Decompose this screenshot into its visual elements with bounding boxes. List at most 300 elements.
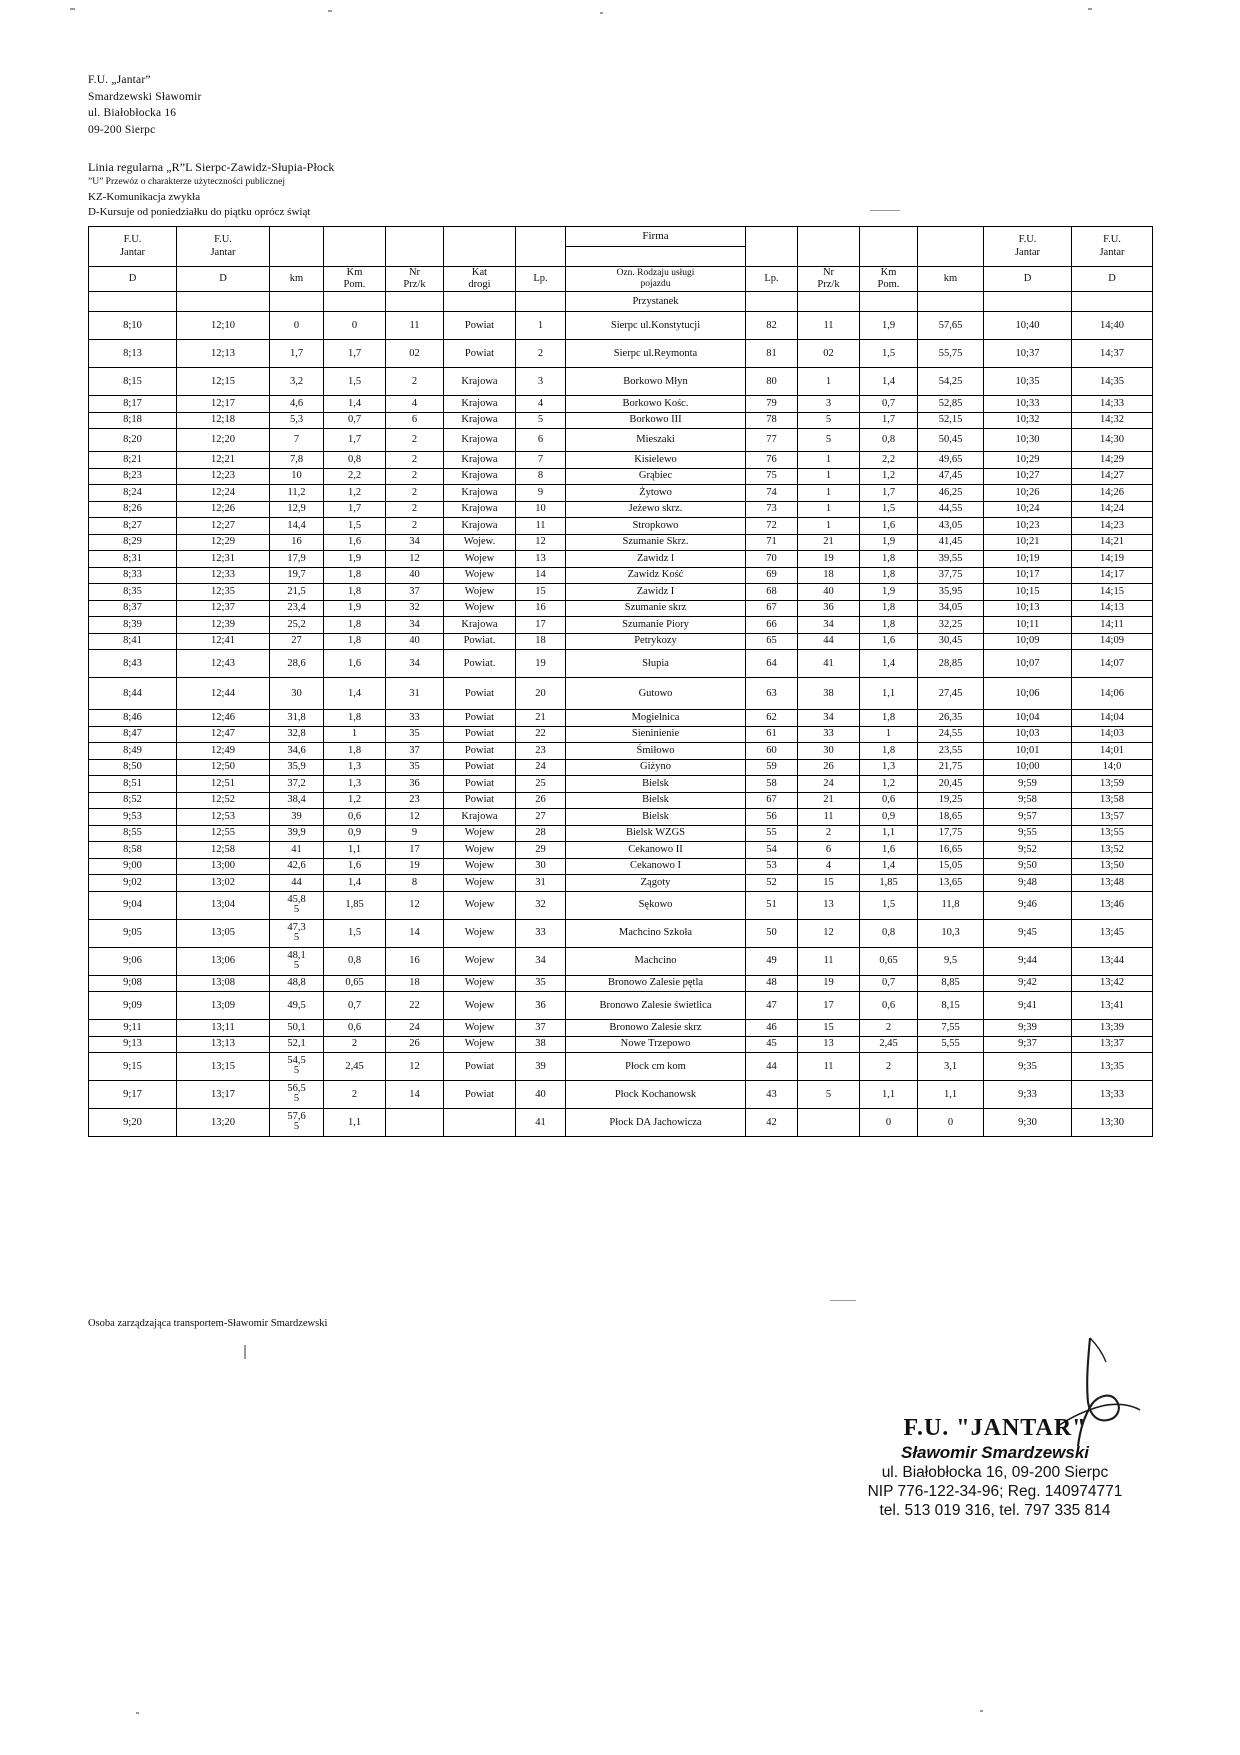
departure-time-1: 9;09 [89, 992, 177, 1020]
table-row [89, 518, 1153, 535]
stop-name: Sierpc ul.Konstytucji [566, 312, 746, 340]
return-time-2: 14;13 [1072, 600, 1153, 617]
table-row [89, 633, 1153, 650]
km-between-stops: 1,2 [324, 485, 386, 502]
return-time-2: 14;40 [1072, 312, 1153, 340]
departure-time-2: 12;47 [177, 726, 270, 743]
departure-time-1: 8;35 [89, 584, 177, 601]
return-time-2: 14;26 [1072, 485, 1153, 502]
row-index: 7 [516, 452, 566, 469]
km-between-stops-return: 1,9 [860, 312, 918, 340]
stop-number-return: 4 [798, 858, 860, 875]
stop-number: 34 [386, 534, 444, 551]
return-time-2: 14;30 [1072, 429, 1153, 452]
return-time-1: 10;29 [984, 452, 1072, 469]
departure-time-2: 13;00 [177, 858, 270, 875]
stop-number: 2 [386, 429, 444, 452]
cumulative-km: 30 [270, 678, 324, 710]
table-header-row-1 [89, 227, 1153, 247]
return-time-2: 13;52 [1072, 842, 1153, 859]
stop-number: 22 [386, 992, 444, 1020]
row-index-return: 46 [746, 1020, 798, 1037]
departure-time-1: 9;13 [89, 1036, 177, 1053]
table-row [89, 809, 1153, 826]
stop-number-return: 36 [798, 600, 860, 617]
row-index: 39 [516, 1053, 566, 1081]
road-category: Powiat [444, 710, 516, 727]
km-between-stops-return: 1,5 [860, 501, 918, 518]
row-index: 3 [516, 368, 566, 396]
row-index: 24 [516, 759, 566, 776]
road-category: Wojew [444, 825, 516, 842]
row-index-return: 82 [746, 312, 798, 340]
row-index: 19 [516, 650, 566, 678]
road-category: Wojew [444, 858, 516, 875]
stop-number: 02 [386, 340, 444, 368]
road-category: Powiat [444, 759, 516, 776]
row-index-return: 43 [746, 1081, 798, 1109]
cumulative-km-return: 10,3 [918, 919, 984, 947]
table-row [89, 678, 1153, 710]
departure-time-1: 8;55 [89, 825, 177, 842]
cumulative-km: 17,9 [270, 551, 324, 568]
header-pad-8 [746, 292, 798, 312]
cumulative-km-return: 7,55 [918, 1020, 984, 1037]
departure-time-2: 12;43 [177, 650, 270, 678]
stop-name: Bielsk [566, 792, 746, 809]
road-category: Wojew [444, 975, 516, 992]
cumulative-km: 23,4 [270, 600, 324, 617]
km-between-stops-return: 0,6 [860, 992, 918, 1020]
stop-name: Zawidz I [566, 584, 746, 601]
stop-number-return: 41 [798, 650, 860, 678]
road-category: Powiat [444, 1081, 516, 1109]
km-between-stops: 0,8 [324, 947, 386, 975]
return-time-1: 9;50 [984, 858, 1072, 875]
header-right-company: F.U. Jantar [984, 227, 1072, 267]
timetable-body [89, 312, 1153, 1137]
table-row [89, 858, 1153, 875]
km-between-stops: 1,7 [324, 340, 386, 368]
stop-number: 34 [386, 617, 444, 634]
row-index-return: 62 [746, 710, 798, 727]
km-between-stops: 1,85 [324, 891, 386, 919]
stop-number-return: 21 [798, 792, 860, 809]
km-between-stops-return: 2,2 [860, 452, 918, 469]
road-category: Powiat [444, 743, 516, 760]
cumulative-km-return: 26,35 [918, 710, 984, 727]
header-col-d-1: D [89, 267, 177, 292]
return-time-2: 14;24 [1072, 501, 1153, 518]
departure-time-2: 13;13 [177, 1036, 270, 1053]
departure-time-1: 8;46 [89, 710, 177, 727]
cumulative-km: 14,4 [270, 518, 324, 535]
departure-time-2: 13;02 [177, 875, 270, 892]
row-index: 33 [516, 919, 566, 947]
cumulative-km: 37,2 [270, 776, 324, 793]
cumulative-km: 52,1 [270, 1036, 324, 1053]
cumulative-km-return: 19,25 [918, 792, 984, 809]
stop-number-return: 1 [798, 452, 860, 469]
cumulative-km: 50,1 [270, 1020, 324, 1037]
stop-number-return: 13 [798, 891, 860, 919]
stop-name: Bielsk WZGS [566, 825, 746, 842]
road-category: Powiat [444, 678, 516, 710]
stop-number-return: 11 [798, 312, 860, 340]
road-category: Krajowa [444, 485, 516, 502]
cumulative-km: 31,8 [270, 710, 324, 727]
km-between-stops: 1,4 [324, 678, 386, 710]
row-index-return: 55 [746, 825, 798, 842]
row-index: 28 [516, 825, 566, 842]
departure-time-2: 12;46 [177, 710, 270, 727]
row-index: 40 [516, 1081, 566, 1109]
cumulative-km: 19,7 [270, 567, 324, 584]
row-index: 29 [516, 842, 566, 859]
departure-time-1: 8;10 [89, 312, 177, 340]
cumulative-km: 25,2 [270, 617, 324, 634]
row-index: 14 [516, 567, 566, 584]
stop-name: Kisielewo [566, 452, 746, 469]
km-between-stops: 0,9 [324, 825, 386, 842]
stop-number-return: 17 [798, 992, 860, 1020]
header-pad-2 [177, 292, 270, 312]
stop-name: Borkowo III [566, 412, 746, 429]
header-pad-12 [984, 292, 1072, 312]
header-col-kat: Kat drogi [444, 267, 516, 292]
stop-number: 32 [386, 600, 444, 617]
cumulative-km: 44 [270, 875, 324, 892]
stop-number: 2 [386, 485, 444, 502]
header-pad-6 [444, 292, 516, 312]
km-between-stops: 1,5 [324, 368, 386, 396]
stop-name: Nowe Trzepowo [566, 1036, 746, 1053]
return-time-1: 9;30 [984, 1109, 1072, 1137]
road-category: Wojew. [444, 534, 516, 551]
cumulative-km-return: 47,45 [918, 468, 984, 485]
row-index: 12 [516, 534, 566, 551]
return-time-1: 9;33 [984, 1081, 1072, 1109]
return-time-1: 10;07 [984, 650, 1072, 678]
departure-time-1: 8;43 [89, 650, 177, 678]
km-between-stops: 1 [324, 726, 386, 743]
return-time-2: 14;07 [1072, 650, 1153, 678]
table-row [89, 975, 1153, 992]
return-time-2: 13;44 [1072, 947, 1153, 975]
table-row [89, 396, 1153, 413]
km-between-stops-return: 1,3 [860, 759, 918, 776]
departure-time-1: 8;33 [89, 567, 177, 584]
stop-number: 11 [386, 312, 444, 340]
header-lp2-spacer [746, 227, 798, 267]
header-col-km2: km [918, 267, 984, 292]
departure-time-1: 8;21 [89, 452, 177, 469]
table-row [89, 312, 1153, 340]
return-time-1: 9;46 [984, 891, 1072, 919]
cumulative-km-return: 34,05 [918, 600, 984, 617]
return-time-1: 10;04 [984, 710, 1072, 727]
stop-number: 24 [386, 1020, 444, 1037]
row-index-return: 78 [746, 412, 798, 429]
cumulative-km: 10 [270, 468, 324, 485]
cumulative-km-return: 46,25 [918, 485, 984, 502]
stop-number-return: 26 [798, 759, 860, 776]
row-index: 1 [516, 312, 566, 340]
row-index-return: 66 [746, 617, 798, 634]
stop-number: 40 [386, 567, 444, 584]
road-category: Wojew [444, 1036, 516, 1053]
km-between-stops: 1,1 [324, 1109, 386, 1137]
cumulative-km-return: 43,05 [918, 518, 984, 535]
departure-time-2: 12;24 [177, 485, 270, 502]
return-time-2: 13;30 [1072, 1109, 1153, 1137]
km-between-stops: 1,9 [324, 551, 386, 568]
return-time-1: 10;17 [984, 567, 1072, 584]
stop-number-return: 40 [798, 584, 860, 601]
departure-time-2: 12;27 [177, 518, 270, 535]
return-time-1: 9;35 [984, 1053, 1072, 1081]
stop-number: 23 [386, 792, 444, 809]
cumulative-km-return: 30,45 [918, 633, 984, 650]
row-index-return: 69 [746, 567, 798, 584]
return-time-1: 10;33 [984, 396, 1072, 413]
road-category: Powiat [444, 1053, 516, 1081]
return-time-1: 9;48 [984, 875, 1072, 892]
km-between-stops: 2,45 [324, 1053, 386, 1081]
table-row [89, 743, 1153, 760]
return-time-1: 10;03 [984, 726, 1072, 743]
row-index: 16 [516, 600, 566, 617]
table-row [89, 485, 1153, 502]
departure-time-2: 13;08 [177, 975, 270, 992]
row-index: 30 [516, 858, 566, 875]
km-between-stops: 2 [324, 1036, 386, 1053]
cumulative-km: 42,6 [270, 858, 324, 875]
stop-name: Szumanie Skrz. [566, 534, 746, 551]
cumulative-km: 49,5 [270, 992, 324, 1020]
stop-number: 40 [386, 633, 444, 650]
stop-number-return: 44 [798, 633, 860, 650]
return-time-1: 10;24 [984, 501, 1072, 518]
departure-time-1: 8;13 [89, 340, 177, 368]
header-lp-spacer [516, 227, 566, 267]
header-col-nr: Nr Prz/k [386, 267, 444, 292]
road-category: Krajowa [444, 809, 516, 826]
departure-time-2: 12;52 [177, 792, 270, 809]
return-time-2: 14;11 [1072, 617, 1153, 634]
return-time-2: 14;17 [1072, 567, 1153, 584]
departure-time-1: 9;11 [89, 1020, 177, 1037]
return-time-1: 10;11 [984, 617, 1072, 634]
row-index-return: 49 [746, 947, 798, 975]
header-left-company: F.U. Jantar [89, 227, 177, 267]
return-time-1: 10;00 [984, 759, 1072, 776]
stop-number: 35 [386, 726, 444, 743]
return-time-1: 10;15 [984, 584, 1072, 601]
row-index-return: 59 [746, 759, 798, 776]
stop-number: 16 [386, 947, 444, 975]
km-between-stops: 2,2 [324, 468, 386, 485]
departure-time-2: 13;04 [177, 891, 270, 919]
km-between-stops-return: 1,8 [860, 567, 918, 584]
header-pad-10 [860, 292, 918, 312]
km-between-stops-return: 0 [860, 1109, 918, 1137]
departure-time-2: 12;35 [177, 584, 270, 601]
return-time-2: 14;09 [1072, 633, 1153, 650]
stop-number: 12 [386, 891, 444, 919]
return-time-2: 14;37 [1072, 340, 1153, 368]
return-time-1: 10;09 [984, 633, 1072, 650]
table-row [89, 412, 1153, 429]
table-row [89, 992, 1153, 1020]
km-between-stops-return: 0,9 [860, 809, 918, 826]
stop-number: 2 [386, 518, 444, 535]
table-row [89, 726, 1153, 743]
km-between-stops-return: 1,2 [860, 776, 918, 793]
cumulative-km: 35,9 [270, 759, 324, 776]
return-time-2: 14;23 [1072, 518, 1153, 535]
row-index-return: 64 [746, 650, 798, 678]
header-pad-1 [89, 292, 177, 312]
row-index-return: 76 [746, 452, 798, 469]
table-row [89, 825, 1153, 842]
stop-number: 34 [386, 650, 444, 678]
row-index-return: 52 [746, 875, 798, 892]
return-time-1: 9;59 [984, 776, 1072, 793]
row-index: 17 [516, 617, 566, 634]
row-index-return: 54 [746, 842, 798, 859]
row-index: 6 [516, 429, 566, 452]
departure-time-2: 12;51 [177, 776, 270, 793]
road-category: Krajowa [444, 617, 516, 634]
header-col-lp: Lp. [516, 267, 566, 292]
departure-time-1: 8;20 [89, 429, 177, 452]
stop-name: Zawidz Kość [566, 567, 746, 584]
departure-time-2: 12;39 [177, 617, 270, 634]
km-between-stops-return: 1,1 [860, 825, 918, 842]
departure-time-2: 12;20 [177, 429, 270, 452]
km-between-stops-return: 1,8 [860, 743, 918, 760]
km-between-stops: 2 [324, 1081, 386, 1109]
stop-name: Szumanie Piory [566, 617, 746, 634]
header-nr2-spacer [798, 227, 860, 267]
stop-name: Żytowo [566, 485, 746, 502]
cumulative-km-return: 28,85 [918, 650, 984, 678]
departure-time-2: 12;49 [177, 743, 270, 760]
return-time-2: 13;39 [1072, 1020, 1153, 1037]
stop-number-return: 1 [798, 518, 860, 535]
stop-name: Płock cm kom [566, 1053, 746, 1081]
table-row [89, 776, 1153, 793]
header-col-lp2: Lp. [746, 267, 798, 292]
header-col-kmpom2: Km Pom. [860, 267, 918, 292]
return-time-2: 13;55 [1072, 825, 1153, 842]
stop-number-return: 11 [798, 947, 860, 975]
stop-name: Bielsk [566, 776, 746, 793]
row-index: 15 [516, 584, 566, 601]
table-row [89, 1020, 1153, 1037]
stop-number-return: 12 [798, 919, 860, 947]
cumulative-km-return: 8,15 [918, 992, 984, 1020]
stop-name: Bielsk [566, 809, 746, 826]
departure-time-1: 9;17 [89, 1081, 177, 1109]
departure-time-2: 12;53 [177, 809, 270, 826]
km-between-stops-return: 0,65 [860, 947, 918, 975]
road-category: Krajowa [444, 412, 516, 429]
return-time-1: 10;01 [984, 743, 1072, 760]
km-between-stops-return: 1,6 [860, 842, 918, 859]
km-between-stops: 0,7 [324, 992, 386, 1020]
row-index-return: 53 [746, 858, 798, 875]
return-time-1: 9;37 [984, 1036, 1072, 1053]
table-row [89, 875, 1153, 892]
km-between-stops-return: 0,7 [860, 396, 918, 413]
stop-number-return: 15 [798, 1020, 860, 1037]
stop-number: 6 [386, 412, 444, 429]
cumulative-km-return: 8,85 [918, 975, 984, 992]
departure-time-2: 12;37 [177, 600, 270, 617]
departure-time-2: 12;21 [177, 452, 270, 469]
km-between-stops: 1,6 [324, 650, 386, 678]
return-time-2: 13;59 [1072, 776, 1153, 793]
header-pad-9 [798, 292, 860, 312]
row-index-return: 80 [746, 368, 798, 396]
stop-number: 2 [386, 452, 444, 469]
departure-time-1: 8;58 [89, 842, 177, 859]
scan-speckle [830, 1300, 856, 1301]
stop-number: 12 [386, 809, 444, 826]
road-category: Krajowa [444, 368, 516, 396]
cumulative-km-return: 52,85 [918, 396, 984, 413]
row-index: 35 [516, 975, 566, 992]
cumulative-km: 48,1 5 [270, 947, 324, 975]
departure-time-1: 8;37 [89, 600, 177, 617]
header-col-ozn: Ozn. Rodzaju usługi pojazdu [566, 267, 746, 292]
table-row [89, 584, 1153, 601]
km-between-stops-return: 1,9 [860, 534, 918, 551]
cumulative-km-return: 35,95 [918, 584, 984, 601]
header-firma: Firma [566, 227, 746, 247]
return-time-2: 14;35 [1072, 368, 1153, 396]
return-time-2: 14;33 [1072, 396, 1153, 413]
stamp-address: ul. Białobłocka 16, 09-200 Sierpc [881, 1464, 1109, 1481]
departure-time-2: 12;55 [177, 825, 270, 842]
road-category: Wojew [444, 891, 516, 919]
km-between-stops: 1,8 [324, 584, 386, 601]
return-time-1: 9;52 [984, 842, 1072, 859]
departure-time-1: 8;49 [89, 743, 177, 760]
cumulative-km-return: 44,55 [918, 501, 984, 518]
line-description [88, 160, 335, 220]
km-between-stops-return: 1,8 [860, 600, 918, 617]
stop-name: Petrykozy [566, 633, 746, 650]
km-between-stops: 1,3 [324, 776, 386, 793]
return-time-2: 14;03 [1072, 726, 1153, 743]
departure-time-1: 8;15 [89, 368, 177, 396]
cumulative-km-return: 13,65 [918, 875, 984, 892]
departure-time-1: 9;02 [89, 875, 177, 892]
row-index: 5 [516, 412, 566, 429]
departure-time-1: 9;08 [89, 975, 177, 992]
km-between-stops-return: 1,4 [860, 650, 918, 678]
header-km2-spacer [918, 227, 984, 267]
road-category: Wojew [444, 992, 516, 1020]
km-between-stops: 1,5 [324, 919, 386, 947]
km-between-stops: 1,2 [324, 792, 386, 809]
stop-number: 37 [386, 584, 444, 601]
stop-name: Mieszaki [566, 429, 746, 452]
header-col-kmpom: Km Pom. [324, 267, 386, 292]
